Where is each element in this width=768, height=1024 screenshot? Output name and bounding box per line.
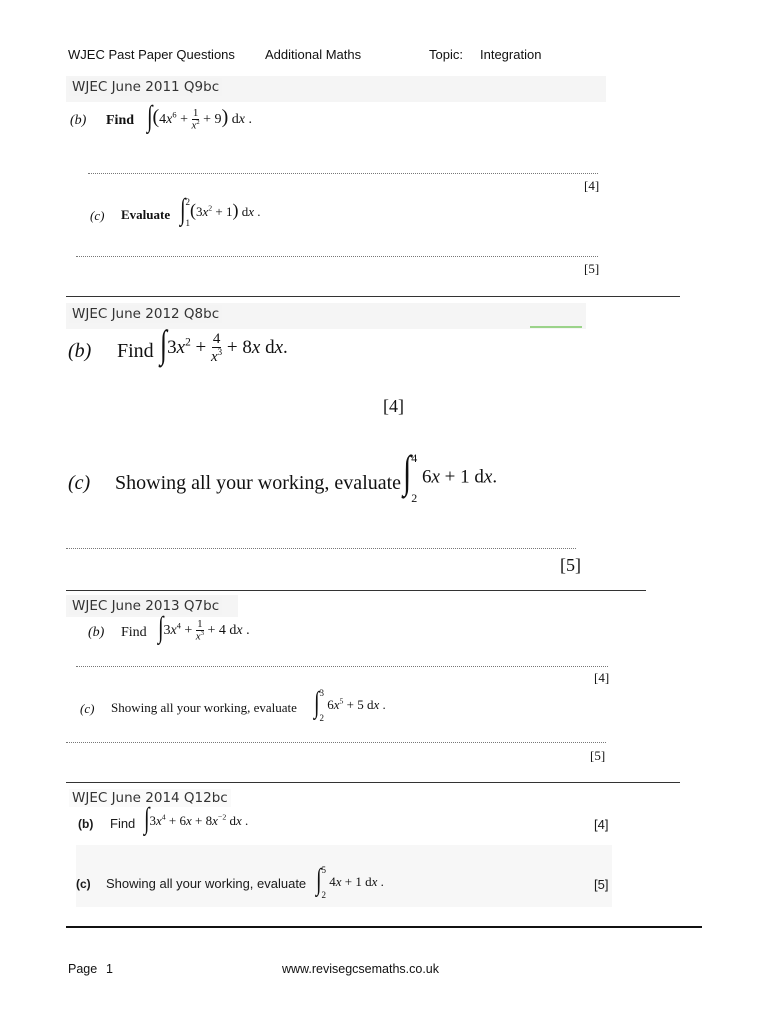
lower-limit: 1 <box>185 218 190 228</box>
upper-limit: 4 <box>411 451 418 465</box>
answer-line <box>88 173 598 174</box>
part-instruction: Find <box>117 340 154 362</box>
part-instruction: Evaluate <box>121 207 171 222</box>
question-title: WJEC June 2012 Q8bc <box>69 305 222 323</box>
part-label: (c) <box>90 208 105 223</box>
answer-line <box>66 548 576 549</box>
lower-limit: 2 <box>411 491 418 505</box>
footer-page-number: 1 <box>106 962 113 976</box>
part-instruction: Find <box>106 113 135 128</box>
part-label: (c) <box>80 701 95 716</box>
marks: [4] <box>594 817 609 832</box>
upper-limit: 2 <box>185 197 190 207</box>
integral-expression: $\int 3x^2$ + $\frac{4}{x^3}$ + 8x dx. <box>160 322 288 366</box>
marks: [4] <box>383 396 404 416</box>
part-instruction: Showing all your working, evaluate <box>115 472 402 494</box>
part-label: (b) <box>68 340 92 362</box>
part-instruction: Showing all your working, evaluate <box>106 876 307 891</box>
part-instruction: Showing all your working, evaluate <box>111 700 297 715</box>
marks: [5] <box>594 877 609 892</box>
upper-limit: 5 <box>321 865 326 875</box>
section-divider <box>66 296 680 297</box>
part-label: (c) <box>68 472 91 494</box>
header-left: WJEC Past Paper Questions <box>68 47 235 62</box>
lower-limit: 2 <box>319 713 324 723</box>
marks: [5] <box>590 748 606 763</box>
definite-integral-expression: ∫ 3 2 $6x^5 + 5$ dx . <box>314 686 386 723</box>
section-divider <box>66 590 646 591</box>
marks: [4] <box>584 178 600 193</box>
section-divider <box>66 926 702 928</box>
header-topic-label: Topic: <box>429 47 463 62</box>
definite-integral-expression: ∫ 5 2 4x + 1 dx . <box>316 863 384 900</box>
footer-page-label: Page <box>68 962 98 976</box>
upper-limit: 3 <box>319 688 324 698</box>
footer-website: www.revisegcsemaths.co.uk <box>282 962 440 976</box>
question-title: WJEC June 2011 Q9bc <box>69 78 222 96</box>
answer-line <box>76 256 598 257</box>
answer-line <box>66 742 606 743</box>
part-label: (c) <box>76 877 91 891</box>
highlight-mark <box>530 326 582 328</box>
header-subject: Additional Maths <box>265 47 362 62</box>
lower-limit: 2 <box>321 890 326 900</box>
part-label: (b) <box>88 625 105 640</box>
marks: [5] <box>584 261 600 276</box>
marks: [4] <box>594 670 610 685</box>
integral-expression: $\int 3x^4$ + $\frac{1}{x^3}$ + 4 dx . <box>158 611 250 645</box>
definite-integral-expression: ∫ 2 1 $(3x^2 + 1)$ dx . <box>180 193 261 228</box>
section-divider <box>66 782 680 783</box>
part-instruction: Find <box>121 625 147 640</box>
marks: [5] <box>560 555 581 575</box>
definite-integral-expression: ∫ 4 2 6x + 1 dx. <box>403 447 498 505</box>
question-title: WJEC June 2013 Q7bc <box>69 597 222 615</box>
integral-expression: $\int 3x^4 + 6x + 8x^{-2}$ dx . <box>144 802 249 836</box>
part-label: (b) <box>78 817 94 831</box>
part-instruction: Find <box>110 816 136 831</box>
answer-line <box>76 666 608 667</box>
part-label: (b) <box>70 113 87 128</box>
question-title: WJEC June 2014 Q12bc <box>69 789 231 807</box>
integral-expression: $\int(4x^6$ + $\frac{1}{x^2}$ + 9) dx . <box>147 100 252 134</box>
header-topic-value: Integration <box>480 47 542 62</box>
